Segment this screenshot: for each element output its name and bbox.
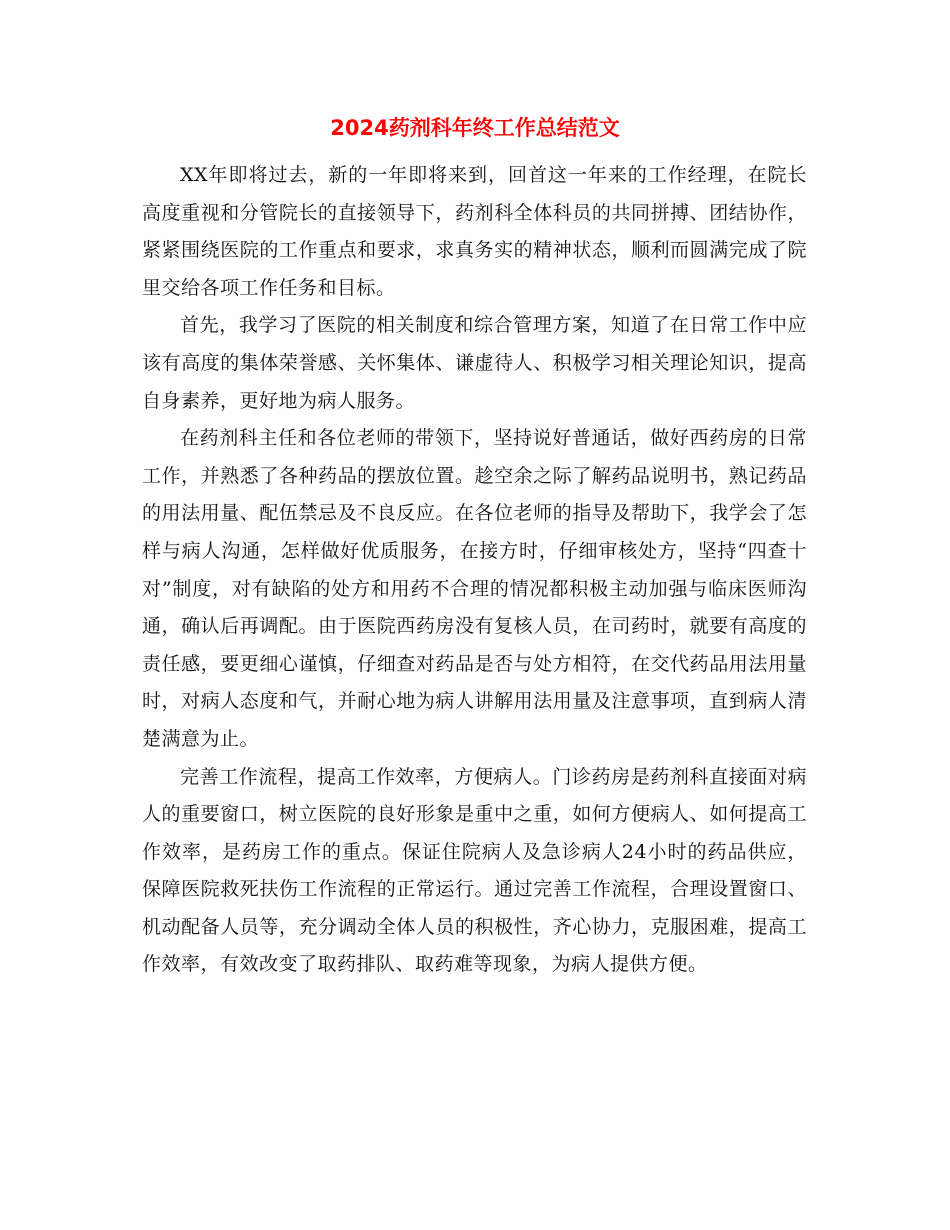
document-title: 2024药剂科年终工作总结范文 [330, 116, 620, 140]
document-body [142, 157, 807, 984]
paragraph-4: 完善工作流程，提高工作效率，方便病人。门诊药房是药剂科直接面对病人的重要窗口，树立医院的良好形象是重中之重，如何方便病人、如何提高工作效率，是药房工作的重点。保证住院病人及急诊病人24小时的药品供应，保障医院救死扶伤工作流程的正常运行。通过完善工作流程，合理设置窗口、机动配备人员等，充分调动全体人员的积极性，齐心协力，克服困难，提高工作效率，有效改变了取药排队、取药难等现象，为病人提供方便。 [142, 765, 807, 976]
paragraph-3: 在药剂科主任和各位老师的带领下，坚持说好普通话，做好西药房的日常工作，并熟悉了各种药品的摆放位置。趁空余之际了解药品说明书，熟记药品的用法用量、配伍禁忌及不良反应。在各位老师的指导及帮助下，我学会了怎样与病人沟通，怎样做好优质服务，在接方时，仔细审核处方，坚持“四查十对”制度，对有缺陷的处方和用药不合理的情况都积极主动加强与临床医师沟通，确认后再调配。由于医院西药房没有复核人员，在司药时，就要有高度的责任感，要更细心谨慎，仔细查对药品是否与处方相符，在交代药品用法用量时，对病人态度和气，并耐心地为病人讲解用法用量及注意事项，直到病人清楚满意为止。 [142, 427, 807, 750]
paragraph-1: XX年即将过去，新的一年即将来到，回首这一年来的工作经理，在院长高度重视和分管院长的直接领导下，药剂科全体科员的共同拼搏、团结协作，紧紧围绕医院的工作重点和要求，求真务实的精神状态，顺利而圆满完成了院里交给各项工作任务和目标。 [142, 164, 807, 299]
paragraph-2: 首先，我学习了医院的相关制度和综合管理方案，知道了在日常工作中应该有高度的集体荣誉感、关怀集体、谦虚待人、积极学习相关理论知识，提高自身素养，更好地为病人服务。 [142, 314, 807, 412]
